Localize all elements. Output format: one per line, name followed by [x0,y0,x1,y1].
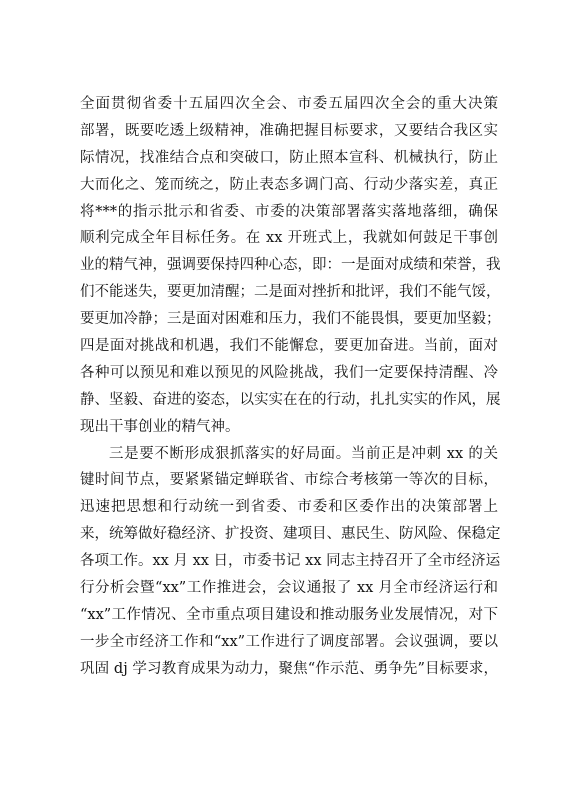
text-line: 巩固 dj 学习教育成果为动力，聚焦“作示范、勇争先”目标要求， [80,660,498,677]
text-line: 四是面对挑战和机遇，我们不能懈怠，要更加奋进。当前，面对 [80,338,498,355]
text-line: 全面贯彻省委十五届四次全会、市委五届四次全会的重大决策 [80,96,498,112]
text-line: “xx”工作情况、全市重点项目建设和推动服务业发展情况，对下 [80,606,498,623]
text-line: 行分析会暨“xx”工作推进会，会议通报了 xx 月全市经济运行和 [80,580,498,597]
text-line: 迅速把思想和行动统一到省委、市委和区委作出的决策部署上 [80,499,498,516]
text-line: 们不能迷失，要更加清醒；二是面对挫折和批评，我们不能气馁， [80,284,501,301]
text-line: 顺利完成全年目标任务。在 xx 开班式上，我就如何鼓足干事创 [80,230,498,247]
text-line: 一步全市经济工作和“xx”工作进行了调度部署。会议强调，要以 [80,633,498,650]
text-line: 各种可以预见和难以预见的风险挑战，我们一定要保持清醒、冷 [80,364,498,381]
text-line: 来，统筹做好稳经济、扩投资、建项目、惠民生、防风险、保稳定 [80,526,501,543]
text-line: 际情况，找准结合点和突破口，防止照本宣科、机械执行，防止 [80,149,498,166]
paragraph-first-line: 三是要不断形成狠抓落实的好局面。当前正是冲刺 xx 的关 [109,445,498,462]
text-line: 键时间节点，要紧紧锚定蝉联省、市综合考核第一等次的目标， [80,472,498,489]
text-line: 部署，既要吃透上级精神，准确把握目标要求，又要结合我区实 [80,122,498,139]
text-line: 静、坚毅、奋进的姿态，以实实在在的行动，扎扎实实的作风，展 [80,391,501,408]
text-line: 将***的指示批示和省委、市委的决策部署落实落地落细，确保 [80,203,498,220]
text-line: 要更加冷静；三是面对困难和压力，我们不能畏惧，要更加坚毅； [80,311,501,328]
text-line: 大而化之、笼而统之，防止表态多调门高、行动少落实差，真正 [80,176,498,193]
text-line: 业的精气神，强调要保持四种心态，即：一是面对成绩和荣誉，我 [80,257,501,274]
document-body [80,91,501,683]
text-line: 各项工作。xx 月 xx 日，市委书记 xx 同志主持召开了全市经济运 [80,553,501,570]
paragraph-end-line: 现出干事创业的精气神。 [80,418,240,435]
